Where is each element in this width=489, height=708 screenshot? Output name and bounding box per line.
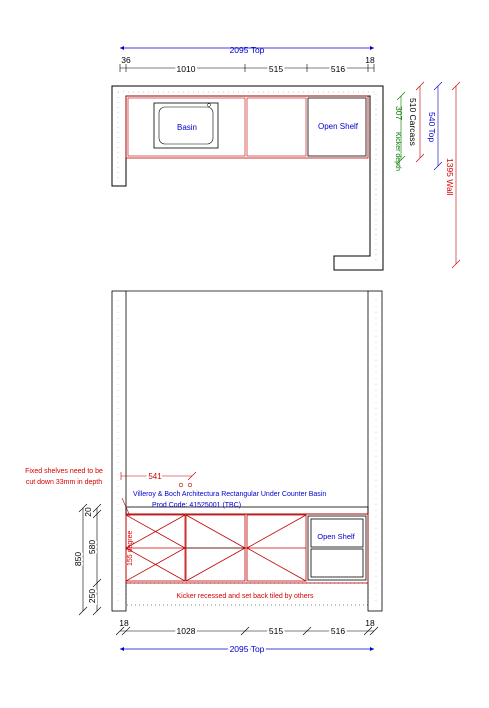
- plan-top-width-label: 2095 Top: [229, 45, 265, 55]
- plan-kicker-depth-value: 307: [394, 106, 404, 121]
- note-fixed-shelves-line1: Fixed shelves need to be: [25, 468, 103, 475]
- basin-spec-text: Villeroy & Boch Architectura Rectangular Under Counter Basin: [133, 491, 327, 498]
- height-kicker: 250: [87, 588, 97, 604]
- plan-basin-label: Basin: [176, 123, 198, 132]
- elevation-dim-middle-unit: 515: [268, 626, 284, 636]
- height-total: 850: [73, 551, 83, 567]
- plan-top-depth-label: 540 Top: [427, 112, 437, 143]
- kicker-note: Kicker recessed and set back tiled by others: [176, 593, 314, 600]
- tap-hole-left: [179, 483, 183, 487]
- elevation-left-panel: [112, 291, 126, 611]
- plan-dim-left-end: 36: [121, 55, 131, 65]
- plan-dim-middle-unit: 515: [268, 64, 284, 74]
- plan-tap-hole: [208, 104, 211, 107]
- plan-open-shelf-label: Open Shelf: [317, 122, 359, 131]
- elevation-dim-basin-unit: 1028: [176, 626, 196, 636]
- plan-dim-shelf-unit: 516: [330, 64, 346, 74]
- elevation-top-width-label: 2095 Top: [229, 644, 265, 654]
- plan-middle-unit: [247, 98, 306, 156]
- plan-dim-basin-unit: 1010: [176, 64, 196, 74]
- height-carcass: 580: [87, 539, 97, 555]
- elevation-dim-shelf-unit: 516: [330, 626, 346, 636]
- tap-hole-right: [188, 483, 192, 487]
- elevation-right-panel: [368, 291, 382, 611]
- plan-wall-label: 1395 Wall: [445, 158, 455, 196]
- degree-label: 155 degree: [127, 530, 134, 566]
- plan-kicker-depth-label: Kicker depth: [394, 132, 401, 171]
- elevation-dim-541: 541: [148, 472, 162, 481]
- elevation-open-shelf-label: Open Shelf: [317, 532, 355, 541]
- basin-prod-code: Prod Code: 41525001 (TBC): [152, 502, 242, 509]
- elevation-dim-right-end: 18: [365, 618, 375, 628]
- elevation-dim-left-end: 18: [119, 618, 129, 628]
- plan-carcass-label: 510 Carcass: [408, 98, 418, 146]
- elevation-view: [25, 291, 382, 654]
- plan-view: [112, 45, 460, 270]
- elevation-open-shelf-unit: [308, 516, 366, 580]
- elevation-doors: [126, 514, 368, 583]
- height-top: 20: [83, 507, 93, 517]
- note-fixed-shelves-line2: cut down 33mm in depth: [25, 479, 103, 486]
- plan-worktop-outline: [112, 86, 383, 270]
- plan-dim-right-end: 18: [365, 55, 375, 65]
